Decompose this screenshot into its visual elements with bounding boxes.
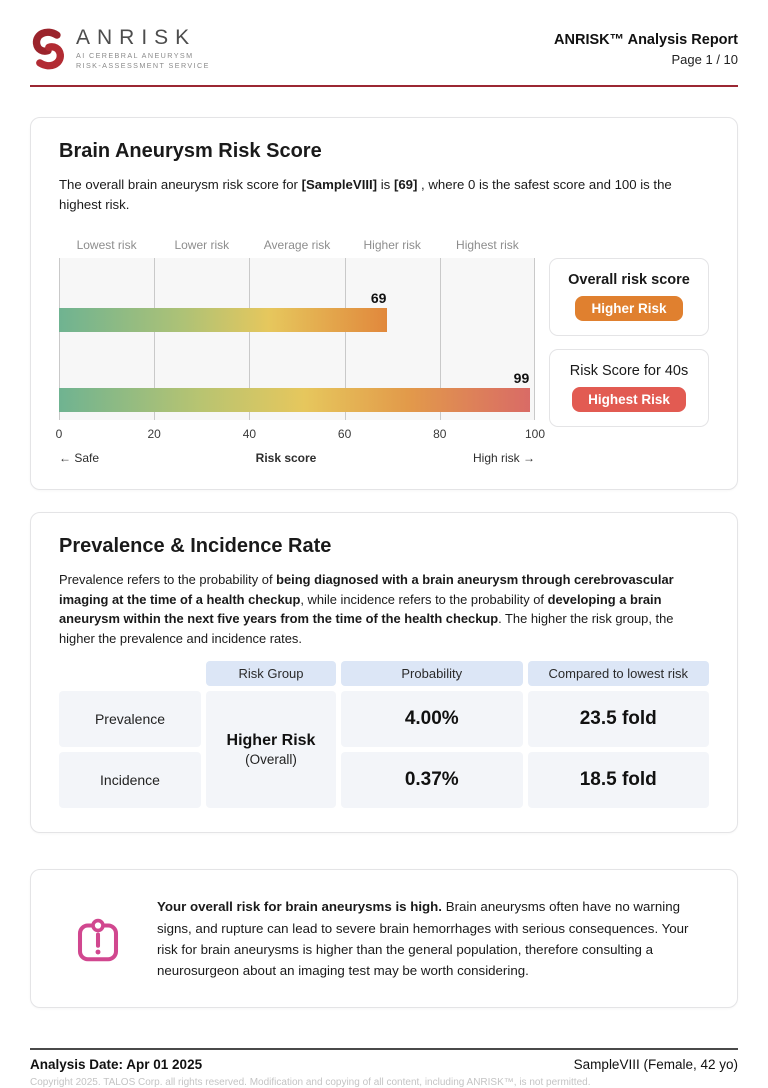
risk-score-title: Brain Aneurysm Risk Score — [59, 140, 322, 162]
row-label-prevalence: Prevalence — [59, 691, 201, 747]
prevalence-table — [59, 661, 709, 808]
warning-text: Your overall risk for brain aneurysms is high. Brain aneurysms often have no warning signs, and rupture can lead to severe brain hemorrhages with serious consequences. Your risk for brain aneurysms is higher than the general population, therefore consulting a neurosurgeon about an imaging test may be worth considering. — [157, 899, 689, 979]
logo-tagline: AI CEREBRAL ANEURYSM RISK-ASSESSMENT SERVICE — [76, 51, 210, 70]
prevalence-intro: Prevalence refers to the probability of being diagnosed with a brain aneurysm through cerebrovascular imaging at the time of a health checkup, while incidence refers to the probability of developing a brain aneurysm within the next five years from the time of the health checkup. The higher the risk group, the higher the prevalence and incidence rates. — [59, 571, 674, 646]
bar-row-overall — [59, 286, 535, 332]
risk-score-card — [30, 117, 738, 490]
subject-id: [SampleVIII] — [301, 177, 378, 192]
bar-row-40s — [59, 366, 535, 412]
chart-canvas — [59, 258, 535, 420]
footer-subject: SampleVIII (Female, 42 yo) — [573, 1057, 738, 1073]
risk-group-scope: (Overall) — [245, 752, 297, 768]
risk-score-chart — [55, 237, 709, 465]
incidence-fold: 18.5 fold — [528, 752, 710, 808]
risk-score-intro: The overall brain aneurysm risk score for [SampleVIII] is [69] , where 0 is the safest score and 100 is the highest risk. — [59, 177, 672, 213]
overall-score: [69] — [393, 177, 418, 192]
alert-icon — [71, 911, 125, 967]
logo-wordmark: ANRISK — [76, 26, 197, 50]
table-header-spacer — [59, 661, 201, 686]
risk-bar-40s — [59, 388, 530, 412]
page-number: Page 1 / 10 — [671, 51, 738, 67]
age-risk-label: Risk Score for 40s — [569, 362, 689, 379]
warning-card — [30, 869, 738, 1008]
report-title: ANRISK™ Analysis Report — [554, 31, 738, 48]
anrisk-logo — [30, 26, 210, 72]
overall-risk-card — [549, 258, 709, 336]
risk-group-cell — [206, 691, 336, 808]
col-header-risk-group: Risk Group — [206, 661, 336, 686]
col-header-probability: Probability — [341, 661, 523, 686]
overall-risk-label: Overall risk score — [568, 271, 690, 288]
anrisk-logo-icon — [30, 26, 66, 72]
chart-axis-captions — [59, 451, 535, 465]
risk-summary-column — [549, 258, 709, 465]
prevalence-probability: 4.00% — [341, 691, 523, 747]
chart-category-labels: Lowest risk Lower risk Average risk Higher risk Highest risk — [76, 237, 519, 252]
prevalence-title: Prevalence & Incidence Rate — [59, 534, 332, 557]
caption-high-risk: High risk → — [472, 450, 535, 465]
risk-bar-overall — [59, 308, 387, 332]
chart-x-axis: 0 20 40 60 80 100 — [55, 426, 546, 441]
age-risk-badge: Highest Risk — [572, 387, 686, 412]
col-header-compared: Compared to lowest risk — [528, 661, 710, 686]
chart-plot-area — [55, 237, 546, 465]
prevalence-card — [30, 512, 738, 833]
report-header — [30, 0, 738, 72]
caption-risk-score: Risk score — [255, 450, 317, 465]
overall-risk-badge: Higher Risk — [575, 296, 682, 321]
bar-value-40s: 99 — [513, 369, 530, 386]
row-label-incidence: Incidence — [59, 752, 201, 808]
incidence-probability: 0.37% — [341, 752, 523, 808]
copyright-notice: Copyright 2025. TALOS Corp. all rights reserved. Modification and copying of all content, including ANRISK™, is not permitted. — [30, 1077, 591, 1088]
header-divider — [30, 85, 738, 87]
caption-safe: ← Safe — [59, 450, 100, 465]
logo-text — [76, 27, 210, 70]
header-meta — [554, 32, 738, 67]
bar-value-overall: 69 — [370, 289, 387, 306]
risk-group-value: Higher Risk — [226, 732, 316, 750]
prevalence-fold: 23.5 fold — [528, 691, 710, 747]
report-footer — [30, 1048, 738, 1088]
analysis-date: Analysis Date: Apr 01 2025 — [30, 1057, 203, 1073]
age-risk-card — [549, 349, 709, 427]
